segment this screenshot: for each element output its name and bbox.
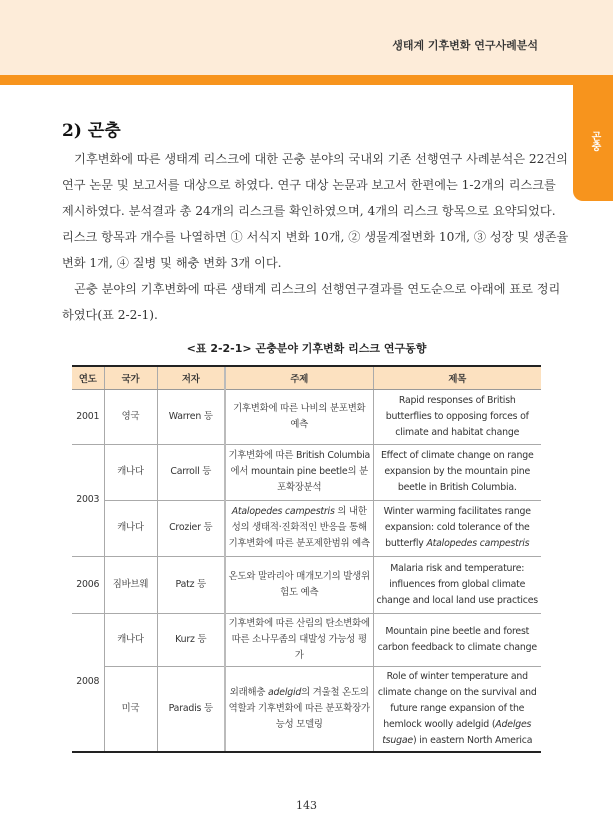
topic-cell [225,500,373,556]
country-cell: 미국 [104,666,157,752]
author-cell: Carroll 등 [157,444,225,500]
col-author: 저자 [157,366,225,389]
title-cell: Mountain pine beetle and forest carbon feedback to climate change [373,613,541,666]
text-line: 곤충 분야의 기후변화에 따른 생태계 리스크의 선행연구결과를 연도순으로 아래에 표로 정리 [62,282,561,296]
topic-cell: 기후변화에 따른 나비의 분포변화 예측 [225,389,373,444]
topic-cell: 기후변화에 따른 산림의 탄소변화에 따른 소나무좀의 대발성 가능성 평가 [225,613,373,666]
table-row [72,556,541,613]
year-cell: 2008 [72,613,104,752]
topic-text: 의 내한성의 생태적·진화적인 반응을 통해 기후변화에 따른 분포제한범위 예측 [228,506,370,549]
species-name: Adelges tsugae [382,718,532,746]
author-cell: Crozier 등 [157,500,225,556]
topic-text: 의 겨울철 온도의 역할과 기후변화에 따른 분포확장가능성 모델링 [228,686,370,730]
text-line: 하였다(표 2-2-1). [62,308,158,322]
header-accent-bar [0,75,613,85]
year-cell: 2003 [72,444,104,556]
table-row [72,613,541,666]
page-header [0,0,613,75]
side-tab-label: 곤충 [589,131,600,151]
text-line: 기후변화에 따른 생태계 리스크에 대한 곤충 분야의 국내외 기존 선행연구 사례분석은 22건의 [62,152,568,166]
running-title: 생태계 기후변화 연구사례분석 [392,39,538,52]
col-country: 국가 [104,366,157,389]
table-row [72,444,541,500]
table-row [72,389,541,444]
title-cell: Rapid responses of British butterflies to opposing forces of climate and habitat change [373,389,541,444]
author-cell: Patz 등 [157,556,225,613]
topic-text: 외래해충 [229,686,268,698]
species-name: Atalopedes campestris [231,506,335,517]
country-cell: 캐나다 [104,613,157,666]
country-cell: 짐바브웨 [104,556,157,613]
research-table [72,365,541,753]
text-line: 변화 1개, ④ 질병 및 해충 변화 3개 이다. [62,256,282,270]
title-cell: Effect of climate change on range expansion by the mountain pine beetle in British Columbia. [373,444,541,500]
title-text: Winter warming facilitates range expansion: cold tolerance of the butterfly [383,506,531,549]
title-cell [373,500,541,556]
topic-cell: 기후변화에 따른 British Columbia 에서 mountain pine beetle의 분포확장분석 [225,444,373,500]
title-cell [373,666,541,752]
col-year: 연도 [72,366,104,389]
author-cell: Kurz 등 [157,613,225,666]
table-row [72,500,541,556]
topic-cell [225,666,373,752]
text-line: 리스크 항목과 개수를 나열하면 ① 서식지 변화 10개, ② 생물계절변화 10개, ③ 성장 및 생존율 [62,230,569,244]
chapter-side-tab [573,85,613,201]
text-line: 제시하였다. 분석결과 총 24개의 리스크를 확인하였으며, 4개의 리스크 항목으로 요약되었다. [62,204,556,218]
author-cell: Warren 등 [157,389,225,444]
body-paragraph [62,146,569,328]
country-cell: 캐나다 [104,500,157,556]
table-header-row [72,366,541,389]
topic-cell: 온도와 말라리아 매개모기의 발생위험도 예측 [225,556,373,613]
col-title: 제목 [373,366,541,389]
page-number: 143 [296,799,317,812]
title-text: ) in eastern North America [412,734,533,746]
year-cell: 2001 [72,389,104,444]
species-name: Atalopedes campestris [426,538,530,549]
section-heading: 2) 곤충 [62,121,121,141]
species-name: adelgid [267,686,302,698]
title-cell: Malaria risk and temperature: influences from global climate change and local land use practices [373,556,541,613]
text-line: 연구 논문 및 보고서를 대상으로 하였다. 연구 대상 논문과 보고서 한편에는 1-2개의 리스크를 [62,178,556,192]
country-cell: 캐나다 [104,444,157,500]
table-caption: <표 2-2-1> 곤충분야 기후변화 리스크 연구동향 [186,342,427,355]
col-topic: 주제 [225,366,373,389]
country-cell: 영국 [104,389,157,444]
year-cell: 2006 [72,556,104,613]
title-text: Role of winter temperature and climate change on the survival and future range expansion of the hemlock woolly adelgid ( [377,670,537,730]
author-cell: Paradis 등 [157,666,225,752]
table-row [72,666,541,752]
